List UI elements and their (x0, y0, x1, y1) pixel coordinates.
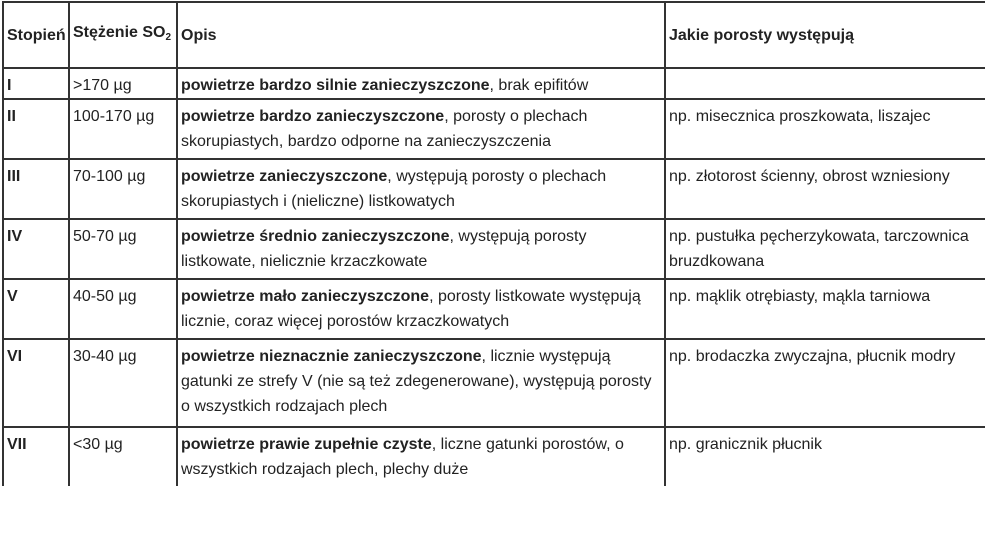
degree-cell: VII (3, 427, 69, 486)
description-text: , występują porosty o plechach skorupiastych i (nieliczne) listkowatych (181, 168, 607, 210)
lichens-cell: np. misecznica proszkowata, liszajec (665, 99, 985, 159)
description-text: , występują porosty listkowate, nielicznie krzaczkowate (181, 228, 587, 270)
so2-cell: 50-70 µg (69, 219, 177, 279)
table-row (3, 427, 985, 486)
table-header-row (3, 2, 985, 68)
lichens-cell: np. złotorost ścienny, obrost wzniesiony (665, 159, 985, 219)
description-bold: powietrze średnio zanieczyszczone (181, 228, 450, 245)
so2-cell: >170 µg (69, 68, 177, 99)
description-cell (177, 427, 665, 486)
lichens-cell: np. pustułka pęcherzykowata, tarczownica bruzdkowana (665, 219, 985, 279)
table-row (3, 279, 985, 339)
description-text: , porosty listkowate występują licznie, coraz więcej porostów krzaczkowatych (181, 288, 641, 330)
description-bold: powietrze bardzo zanieczyszczone (181, 108, 445, 125)
table-row (3, 99, 985, 159)
so2-cell: 70-100 µg (69, 159, 177, 219)
description-text: , liczne gatunki porostów, o wszystkich rodzajach plech, plechy duże (181, 436, 624, 478)
degree-cell: I (3, 68, 69, 99)
description-bold: powietrze zanieczyszczone (181, 168, 388, 185)
header-so2 (69, 2, 177, 68)
description-cell (177, 219, 665, 279)
description-cell (177, 159, 665, 219)
lichen-scale-table (2, 1, 985, 486)
table-row (3, 339, 985, 427)
header-description: Opis (177, 2, 665, 68)
description-cell (177, 68, 665, 99)
description-bold: powietrze mało zanieczyszczone (181, 288, 430, 305)
description-bold: powietrze prawie zupełnie czyste (181, 436, 432, 453)
degree-cell: IV (3, 219, 69, 279)
header-lichens: Jakie porosty występują (665, 2, 985, 68)
lichens-cell: np. granicznik płucnik (665, 427, 985, 486)
degree-cell: II (3, 99, 69, 159)
description-text: , porosty o plechach skorupiastych, bardzo odporne na zanieczyszczenia (181, 108, 588, 150)
lichens-cell: np. brodaczka zwyczajna, płucnik modry (665, 339, 985, 427)
so2-cell: 40-50 µg (69, 279, 177, 339)
lichens-cell (665, 68, 985, 99)
so2-cell: <30 µg (69, 427, 177, 486)
description-bold: powietrze nieznacznie zanieczyszczone (181, 348, 482, 365)
header-degree: Stopień (3, 2, 69, 68)
degree-cell: VI (3, 339, 69, 427)
description-cell (177, 339, 665, 427)
degree-cell: III (3, 159, 69, 219)
description-text: , brak epifitów (489, 77, 589, 94)
header-so2-subscript: 2 (165, 32, 172, 43)
table-row (3, 159, 985, 219)
so2-cell: 30-40 µg (69, 339, 177, 427)
degree-cell: V (3, 279, 69, 339)
header-so2-label: Stężenie SO (73, 24, 166, 41)
table-row (3, 219, 985, 279)
table-row (3, 68, 985, 99)
description-cell (177, 279, 665, 339)
description-cell (177, 99, 665, 159)
so2-cell: 100-170 µg (69, 99, 177, 159)
description-text: , licznie występują gatunki ze strefy V (nie są też zdegenerowane), występują porosty o wszystkich rodzajach plech (181, 348, 652, 415)
description-bold: powietrze bardzo silnie zanieczyszczone (181, 77, 490, 94)
lichens-cell: np. mąklik otrębiasty, mąkla tarniowa (665, 279, 985, 339)
